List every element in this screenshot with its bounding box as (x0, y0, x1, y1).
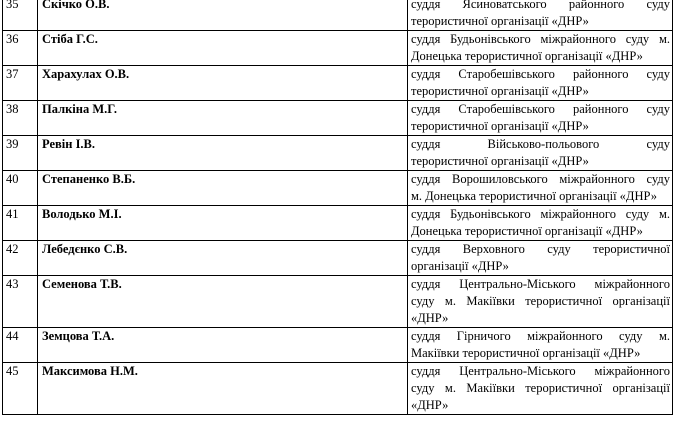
judge-position (408, 328, 673, 363)
position-line: суддя Ясиноватського районного суду (411, 0, 670, 11)
position-line: суддя Ворошиловського міжрайонного суду (411, 172, 670, 186)
table-row (3, 363, 673, 415)
row-number: 41 (3, 206, 38, 241)
judge-name: Степаненко В.Б. (38, 171, 408, 206)
position-line: суддя Військово-польового суду (411, 137, 670, 151)
row-number: 39 (3, 136, 38, 171)
position-line: суддя Центрально-Міського міжрайонного (411, 277, 670, 291)
position-line: суддя Будьонівського міжрайонного суду м. (411, 207, 670, 221)
position-line: суддя Гірничого міжрайонного суду м. (411, 329, 670, 343)
table-row (3, 101, 673, 136)
position-line: суддя Верховного суду терористичної (411, 242, 670, 256)
table-row (3, 31, 673, 66)
row-number: 35 (3, 0, 38, 31)
table-row (3, 136, 673, 171)
position-line: «ДНР» (411, 398, 449, 412)
judge-position (408, 31, 673, 66)
position-line: організації «ДНР» (411, 259, 509, 273)
table-row (3, 276, 673, 328)
judge-position (408, 66, 673, 101)
position-line: суддя Старобешівського районного суду (411, 102, 670, 116)
position-line: Донецька терористичної організації «ДНР» (411, 49, 643, 63)
position-line: «ДНР» (411, 311, 449, 325)
table-row (3, 66, 673, 101)
position-line: суддя Центрально-Міського міжрайонного (411, 364, 670, 378)
judges-table (2, 0, 673, 415)
position-line: м. Донецька терористичної організації «ДНР» (411, 189, 657, 203)
judge-position (408, 241, 673, 276)
judge-position (408, 206, 673, 241)
row-number: 45 (3, 363, 38, 415)
judge-name: Семенова Т.В. (38, 276, 408, 328)
judge-position (408, 276, 673, 328)
table-row (3, 171, 673, 206)
judge-name: Володько М.І. (38, 206, 408, 241)
judge-position (408, 171, 673, 206)
position-line: Макіївки терористичної організації «ДНР» (411, 346, 641, 360)
judge-name: Харахулах О.В. (38, 66, 408, 101)
table-row (3, 328, 673, 363)
row-number: 40 (3, 171, 38, 206)
judge-position (408, 0, 673, 31)
judge-name: Ревін І.В. (38, 136, 408, 171)
judge-name: Лебедєнко С.В. (38, 241, 408, 276)
judge-position (408, 136, 673, 171)
row-number: 38 (3, 101, 38, 136)
table-row (3, 206, 673, 241)
position-line: суддя Старобешівського районного суду (411, 67, 670, 81)
table-row (3, 241, 673, 276)
judge-name: Максимова Н.М. (38, 363, 408, 415)
row-number: 36 (3, 31, 38, 66)
position-line: суддя Будьонівського міжрайонного суду м. (411, 32, 670, 46)
row-number: 37 (3, 66, 38, 101)
position-line: терористичної організації «ДНР» (411, 14, 589, 28)
judge-position (408, 363, 673, 415)
row-number: 44 (3, 328, 38, 363)
row-number: 42 (3, 241, 38, 276)
position-line: Донецька терористичної організації «ДНР» (411, 224, 643, 238)
position-line: терористичної організації «ДНР» (411, 119, 589, 133)
judge-name: Палкіна М.Г. (38, 101, 408, 136)
position-line: суду м. Макіївки терористичної організації (411, 294, 670, 308)
table-row (3, 0, 673, 31)
position-line: суду м. Макіївки терористичної організації (411, 381, 670, 395)
row-number: 43 (3, 276, 38, 328)
judge-name: Земцова Т.А. (38, 328, 408, 363)
judge-name: Стіба Г.С. (38, 31, 408, 66)
position-line: терористичної організації «ДНР» (411, 84, 589, 98)
judge-position (408, 101, 673, 136)
position-line: терористичної організації «ДНР» (411, 154, 589, 168)
judge-name: Скічко О.В. (38, 0, 408, 31)
